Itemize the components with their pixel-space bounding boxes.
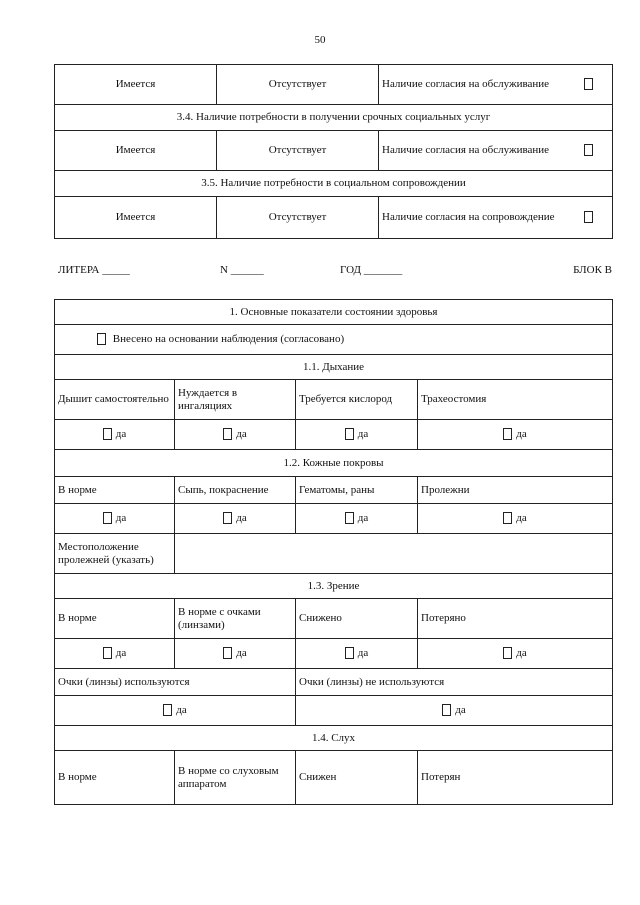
breathing-checkbox[interactable] [345,428,354,440]
absent-label: Отсутствует [217,65,379,105]
absent-label: Отсутствует [217,131,379,171]
yes-label: да [357,512,369,524]
skin-checkbox[interactable] [223,512,232,524]
yes-label: да [516,428,527,440]
breathing-col-label: Дышит самостоятельно [55,380,175,420]
consent-label: Наличие согласия на сопровождение [379,197,565,239]
skin-col-label: Сыпь, покраснение [175,477,296,504]
vision-checkbox[interactable] [103,647,112,659]
has-label: Имеется [55,197,217,239]
consent-label: Наличие согласия на обслуживание [379,131,565,171]
number-field: N ______ [220,264,264,276]
consent-checkbox[interactable] [584,211,593,223]
vision-col-label: В норме с очками (линзами) [175,599,296,639]
yes-label: да [236,512,247,524]
vision-title: 1.3. Зрение [55,574,613,599]
vision-checkbox[interactable] [223,647,232,659]
yes-label: да [357,647,369,659]
skin-checkbox[interactable] [103,512,112,524]
yes-label: да [236,428,247,440]
consent-checkbox[interactable] [584,144,593,156]
has-label: Имеется [55,65,217,105]
yes-label: да [115,512,127,524]
yes-label: да [516,647,527,659]
hearing-col-label: Снижен [296,751,418,805]
glasses-not-used-label: Очки (линзы) не используются [296,669,613,696]
vision-checkbox[interactable] [345,647,354,659]
hearing-col-label: В норме [55,751,175,805]
skin-col-label: В норме [55,477,175,504]
page-number: 50 [314,34,326,46]
skin-title: 1.2. Кожные покровы [55,450,613,477]
yes-label: да [455,704,466,716]
consent-label: Наличие согласия на обслуживание [379,65,565,105]
vision-col-label: Потеряно [418,599,613,639]
breathing-col-label: Требуется кислород [296,380,418,420]
pressure-sore-location-input[interactable] [175,534,613,574]
absent-label: Отсутствует [217,197,379,239]
glasses-used-checkbox[interactable] [163,704,172,716]
litera-field: ЛИТЕРА _____ [58,264,130,276]
vision-checkbox[interactable] [503,647,512,659]
yes-label: да [516,512,527,524]
pressure-sore-location-label: Местоположение пролежней (указать) [55,534,175,574]
yes-label: да [176,704,187,716]
yes-label: да [115,428,127,440]
vision-col-label: В норме [55,599,175,639]
yes-label: да [236,647,247,659]
block-label: БЛОК В [573,264,612,276]
skin-col-label: Пролежни [418,477,613,504]
hearing-col-label: Потерян [418,751,613,805]
observation-checkbox[interactable] [97,333,106,345]
section-3-4-title: 3.4. Наличие потребности в получении срочных социальных услуг [55,105,613,131]
breathing-title: 1.1. Дыхание [55,355,613,380]
yes-label: да [357,428,369,440]
breathing-checkbox[interactable] [103,428,112,440]
health-indicators-table [54,299,613,805]
year-field: ГОД _______ [340,264,403,276]
skin-checkbox[interactable] [503,512,512,524]
health-section-title: 1. Основные показатели состоянии здоровья [55,300,613,325]
hearing-col-label: В норме со слуховым аппаратом [175,751,296,805]
breathing-col-label: Нуждается в ингаляциях [175,380,296,420]
section-3-5-title: 3.5. Наличие потребности в социальном сопровождении [55,171,613,197]
social-services-table [54,64,613,239]
breathing-checkbox[interactable] [503,428,512,440]
vision-col-label: Снижено [296,599,418,639]
glasses-not-used-checkbox[interactable] [442,704,451,716]
consent-checkbox[interactable] [584,78,593,90]
breathing-col-label: Трахеостомия [418,380,613,420]
observation-label: Внесено на основании наблюдения (согласовано) [112,333,345,345]
block-header-line [54,264,612,278]
glasses-used-label: Очки (линзы) используются [55,669,296,696]
skin-checkbox[interactable] [345,512,354,524]
has-label: Имеется [55,131,217,171]
skin-col-label: Гематомы, раны [296,477,418,504]
yes-label: да [115,647,127,659]
hearing-title: 1.4. Слух [55,726,613,751]
breathing-checkbox[interactable] [223,428,232,440]
